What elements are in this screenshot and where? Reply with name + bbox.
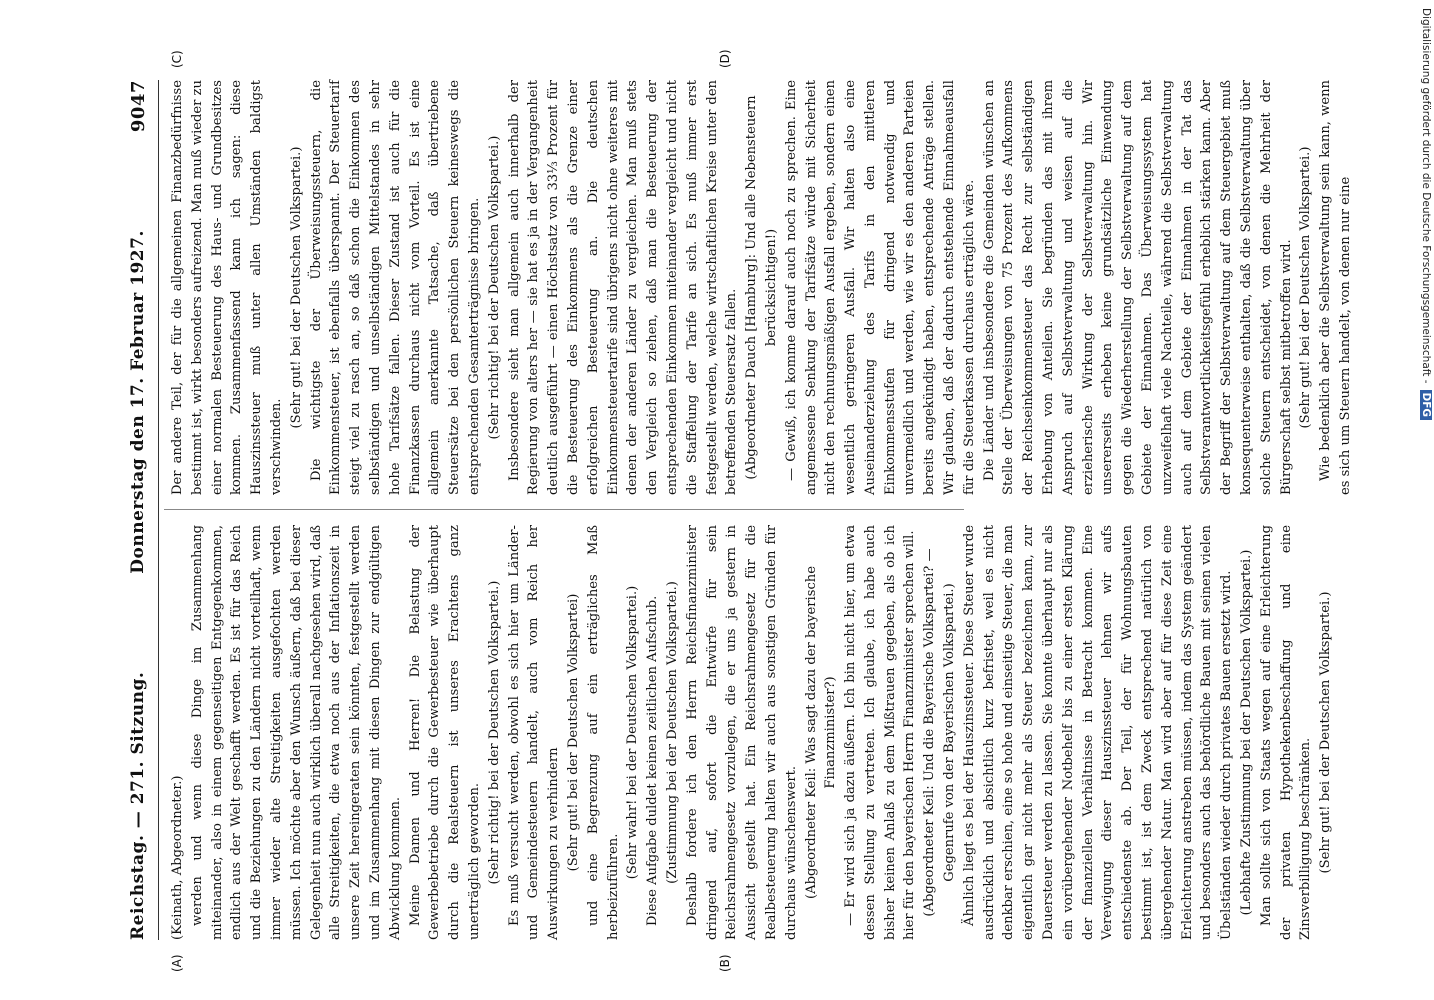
- paragraph: — Gewiß, ich komme darauf auch noch zu sprechen. Eine angemessene Senkung der Tarifsätze würde mit Sicherheit nicht den rechnungsmäßigen Ausfall ergeben, sondern einen wesentlich geringeren Ausfall. Wir halten also eine Auseinanderziehung des Tarifs in den mittleren Einkommensstufen für dringend notwendig und unvermeidlich und werden, wie wir es den anderen Parteien bereits angekündigt haben, entsprechende Anträge stellen. Wir glauben, daß der dadurch entstehende Einnahmeausfall für die Steuerkassen durchaus erträglich wäre.: [783, 80, 977, 495]
- column-divider: [164, 509, 964, 510]
- interjection: (Sehr gut! bei der Deutschen Volkspartei.): [288, 146, 304, 429]
- paragraph: Wie bedenklich aber die Selbstverwaltung sein kann, wenn es sich um Steuern handelt, von denen nur eine: [1318, 80, 1354, 495]
- margin-letter-c: (C): [170, 50, 184, 68]
- paragraph: Die wichtigste der Überweisungssteuern, die Einkommensteuer, ist ebenfalls überspannt. Der Steuertarif steigt viel zu rasch an, so daß schon die Einkommen des selbständigen und unselbständigen Mittelstandes in sehr hohe Tarifsätze fallen. Dieser Zustand ist auch für die Finanzkassen durchaus nicht vom Vorteil. Es ist eine allgemein anerkannte Tatsache, daß übertriebene Steuersätze bei den persönlichen Steuern keineswegs die entsprechenden Gesamterträgnisse bringen.: [308, 80, 482, 495]
- paragraph: Man sollte sich von Staats wegen auf eine Erleichterung der privaten Hypothekenbeschaffung und eine Zinsverbilligung beschränken.: [1258, 525, 1314, 940]
- paragraph: Der andere Teil, der für die allgemeinen Finanzbedürfnisse bestimmt ist, wirkt besonders aufreizend. Man muß wieder zu einer normalen Besteuerung des Haus- und Grundbesitzes kommen. Zusammenfassend kann ich sagen: diese Hauszinssteuer muß unter allen Umständen baldigst verschwinden.: [170, 80, 284, 495]
- margin-letter-d: (D): [718, 49, 732, 68]
- interjection: (Abgeordneter Keil: Was sagt dazu der bayerische Finanzminister?): [803, 566, 839, 899]
- margin-letter-a: (A): [170, 954, 184, 972]
- paragraph: Diese Aufgabe duldet keinen zeitlichen Aufschub.: [645, 595, 661, 926]
- paragraph: Die Länder und insbesondere die Gemeinden wünschen an Stelle der Überweisungen von 75 Prozent des Aufkommens der Reichseinkommensteuer das Recht zur selbständigen Erhebung von Anteilen. Sie begründen das mit ihrem Anspruch auf Selbstverwaltung und weisen auf die erzieherische Wirkung der Selbstverwaltung hin. Wir unsererseits erheben keine grundsätzliche Einwendung gegen die Wiederherstellung der Selbstverwaltung auf dem Gebiete der Einnahmen. Das Überweisungssystem hat unzweifelhaft viele Nachteile, während die Selbstverwaltung auch auf dem Gebiete der Einnahmen in der Tat das Selbstverantwortlichkeitsgefühl erheblich stärken kann. Aber der Begriff der Selbstverwaltung auf dem Steuergebiet muß konsequenterweise enthalten, daß die Selbstverwaltung über solche Steuern entscheidet, von denen die Mehrheit der Bürgerschaft selbst mitbetroffen wird.: [981, 80, 1294, 495]
- credit-text: Digitalisierung gefördert durch die Deutsche Forschungsgemeinschaft -: [1420, 8, 1432, 384]
- paragraph: Meine Damen und Herren! Die Belastung der Gewerbebetriebe durch die Gewerbesteuer wie überhaupt durch die Realsteuern ist unseres Erachtens ganz unerträglich geworden.: [407, 525, 482, 940]
- paragraph: und eine Begrenzung auf ein erträgliches Maß herbeizuführen.: [585, 525, 621, 940]
- column-left: [168, 525, 1336, 940]
- interjection: (Sehr richtig! bei der Deutschen Volkspartei.): [486, 135, 502, 440]
- rotated-page-content: [118, 49, 1388, 972]
- column-right: [168, 80, 1356, 495]
- header-date: Donnerstag den 17. Februar 1927.: [128, 230, 148, 574]
- page-number: 9047: [127, 80, 149, 133]
- interjection: (Sehr gut! bei der Deutschen Volkspartei.): [1318, 591, 1334, 874]
- paragraph: — Er wird sich ja dazu äußern. Ich bin nicht hier, um etwa dessen Stellung zu vertreten. Ich glaube, ich habe auch bisher keinen Anlaß zu dem Mißtrauen gegeben, als ob ich hier für den bayerischen Herrn Finanzminister sprechen will.: [843, 525, 918, 940]
- interjection: (Sehr richtig! bei der Deutschen Volkspartei.): [486, 580, 502, 885]
- paragraph: Ähnlich liegt es bei der Hauszinssteuer. Diese Steuer wurde ausdrücklich und absichtlich kurz befristet, weil es nicht denkbar erschien, eine so hohe und einseitige Steuer, die man eigentlich gar nicht mehr als Steuer bezeichnen kann, zur Dauersteuer werden zu lassen. Sie konnte überhaupt nur als ein vorübergehender Notbehelf bis zu einer ersten Klärung der finanziellen Verhältnisse in Betracht kommen. Eine Verewigung dieser Hauszinssteuer lehnen wir aufs entschiedenste ab. Der Teil, der für Wohnungsbauten bestimmt ist, ist dem Zweck entsprechend natürlich von übergehender Natur. Man wird aber auf für diese Zeit eine Erleichterung anstreben müssen, indem das System geändert und besonders auch das behördliche Bauen mit seinen vielen Übelständen wieder durch privates Bauen ersetzt wird.: [961, 525, 1235, 940]
- interjection: (Abgeordneter Dauch [Hamburg]: Und alle Nebensteuern berücksichtigen!): [744, 95, 779, 480]
- header-rule: [158, 80, 159, 940]
- paragraph: Insbesondere sieht man allgemein auch innerhalb der Regierung von alters her — sie hat es ja in der Vergangenheit deutlich ausgeführt — einen Höchstsatz von 33⅓ Prozent für die Besteuerung des Einkommens als die Grenze einer erfolgreichen Besteuerung an. Die deutschen Einkommensteuertarife sind übrigens nicht ohne weiteres mit denen der anderen Länder zu vergleichen. Man muß stets den Vergleich so ziehen, daß man die Besteuerung der entsprechenden Einkommen miteinander vergleicht und nicht die Staffelung der Tarife an sich. Es muß immer erst festgestellt werden, welche wirtschaftlichen Kreise unter den betreffenden Steuersatz fallen.: [506, 80, 740, 495]
- interjection: (Abgeordneter Keil: Und die Bayerische Volkspartei? — Gegenrufe von der Bayerischen Volkspartei.): [922, 548, 958, 917]
- page-header: [118, 80, 158, 940]
- interjection: (Sehr wahr! bei der Deutschen Volkspartei.): [625, 585, 641, 880]
- paragraph: Es muß versucht werden, obwohl es sich hier um Länder- und Gemeindesteuern handelt, auch vom Reich her Auswirkungen zu verhindern: [506, 525, 562, 940]
- paragraph: werden und wenn diese Dinge im Zusammenhang miteinander, also in einem gegenseitigen Entgegenkommen, endlich aus der Welt geschafft werden. Es ist für das Reich und die Beziehungen zu den Ländern nicht vorteilhaft, wenn immer wieder alte Streitigkeiten ausgefochten werden müssen. Ich möchte aber den Wunsch äußern, daß bei dieser Gelegenheit nun auch wirklich überall nachgesehen wird, daß alle Streitigkeiten, die etwa noch aus der Inflationszeit in unsere Zeit hereingeraten sein könnten, festgestellt werden und im Zusammenhang mit diesen Dingen zur endgültigen Abwicklung kommen.: [189, 525, 403, 940]
- interjection: (Sehr gut! bei der Deutschen Volkspartei): [565, 593, 581, 872]
- paragraph: Deshalb fordere ich den Herrn Reichsfinanzminister dringend auf, sofort die Entwürfe für sein Reichsrahmengesetz vorzulegen, die er uns ja gestern in Aussicht gestellt hat. Ein Reichsrahmengesetz für die Realbesteuerung halten wir auch aus sonstigen Gründen für durchaus wünschenswert.: [684, 525, 799, 940]
- interjection: (Zustimmung bei der Deutschen Volkspartei.): [664, 581, 680, 884]
- dfg-logo: DFG: [1420, 390, 1432, 421]
- interjection: (Lebhafte Zustimmung bei der Deutschen Volkspartei.): [1239, 549, 1255, 916]
- header-left: Reichstag. — 271. Sitzung.: [128, 671, 148, 940]
- digitization-credit: [1416, 8, 1432, 988]
- margin-letter-b: (B): [718, 954, 732, 972]
- interjection: (Sehr gut! bei der Deutschen Volkspartei.): [1298, 146, 1314, 429]
- speaker-label: (Keinath, Abgeordneter.): [170, 775, 185, 940]
